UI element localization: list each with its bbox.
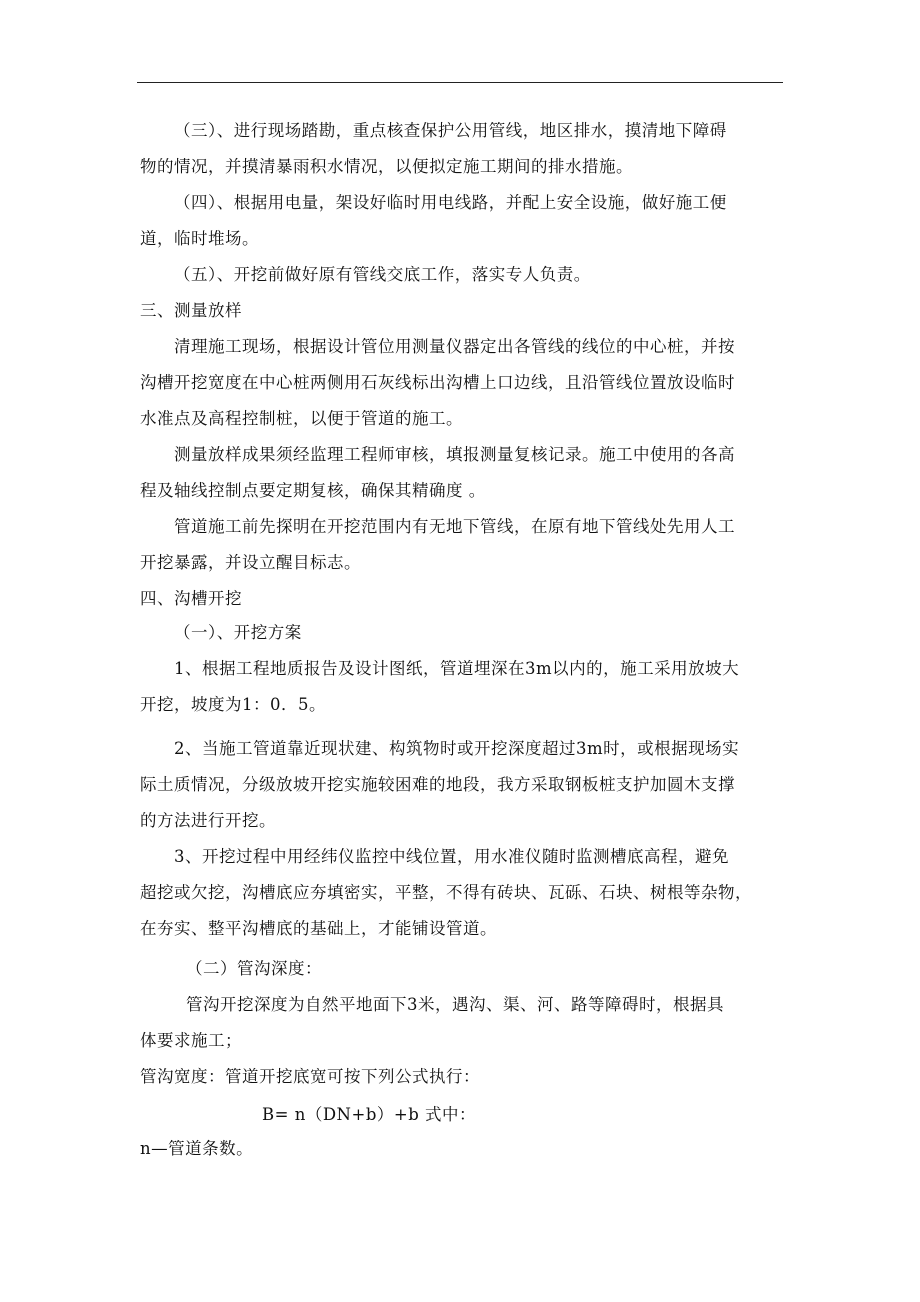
paragraph-line: 程及轴线控制点要定期复核，确保其精确度 。 [140,481,486,500]
paragraph-line: 3、开挖过程中用经纬仪监控中线位置，用水准仪随时监测槽底高程，避免 [174,847,729,866]
paragraph-line: 管道施工前先探明在开挖范围内有无地下管线，在原有地下管线处先用人工 [174,517,735,536]
subsection-heading: （二）管沟深度： [186,959,322,978]
paragraph-line: 水准点及高程控制桩，以便于管道的施工。 [140,409,463,428]
paragraph-line: 测量放样成果须经监理工程师审核，填报测量复核记录。施工中使用的各高 [174,445,735,464]
paragraph-line: 开挖，坡度为1：0．5。 [140,695,326,714]
subsection-heading: （一）、开挖方案 [174,623,302,642]
paragraph-line: n—管道条数。 [140,1139,254,1158]
paragraph-line: （五）、开挖前做好原有管线交底工作，落实专人负责。 [174,265,591,284]
paragraph-line: （四）、根据用电量，架设好临时用电线路，并配上安全设施，做好施工便 [174,193,727,212]
formula-line: B= n（DN+b）+b 式中： [262,1105,477,1124]
paragraph-line: 1、根据工程地质报告及设计图纸，管道埋深在3m以内的，施工采用放坡大 [174,659,740,678]
paragraph-line: 管沟开挖深度为自然平地面下3米，遇沟、渠、河、路等障碍时，根据具 [186,995,724,1014]
section-heading: 三、测量放样 [140,301,242,320]
paragraph-line: 清理施工现场，根据设计管位用测量仪器定出各管线的线位的中心桩，并按 [174,337,735,356]
paragraph-line: （三）、进行现场踏勘，重点核查保护公用管线，地区排水，摸清地下障碍 [174,121,727,140]
paragraph-line: 超挖或欠挖，沟槽底应夯填密实，平整，不得有砖块、瓦砾、石块、树根等杂物， [140,883,752,902]
paragraph-line: 管沟宽度：管道开挖底宽可按下列公式执行： [140,1067,480,1086]
paragraph-line: 物的情况，并摸清暴雨积水情况，以便拟定施工期间的排水措施。 [140,157,633,176]
paragraph-line: 的方法进行开挖。 [140,811,276,830]
paragraph-line: 沟槽开挖宽度在中心桩两侧用石灰线标出沟槽上口边线，且沿管线位置放设临时 [140,373,735,392]
paragraph-line: 道，临时堆场。 [140,229,259,248]
paragraph-line: 际土质情况，分级放坡开挖实施较困难的地段，我方采取钢板桩支护加圆木支撑 [140,775,735,794]
header-rule [137,82,783,83]
section-heading: 四、沟槽开挖 [140,589,242,608]
paragraph-line: 2、当施工管道靠近现状建、构筑物时或开挖深度超过3m时，或根据现场实 [174,739,740,758]
paragraph-line: 在夯实、整平沟槽底的基础上，才能铺设管道。 [140,919,497,938]
paragraph-line: 体要求施工； [140,1031,242,1050]
paragraph-line: 开挖暴露，并设立醒目标志。 [140,553,361,572]
